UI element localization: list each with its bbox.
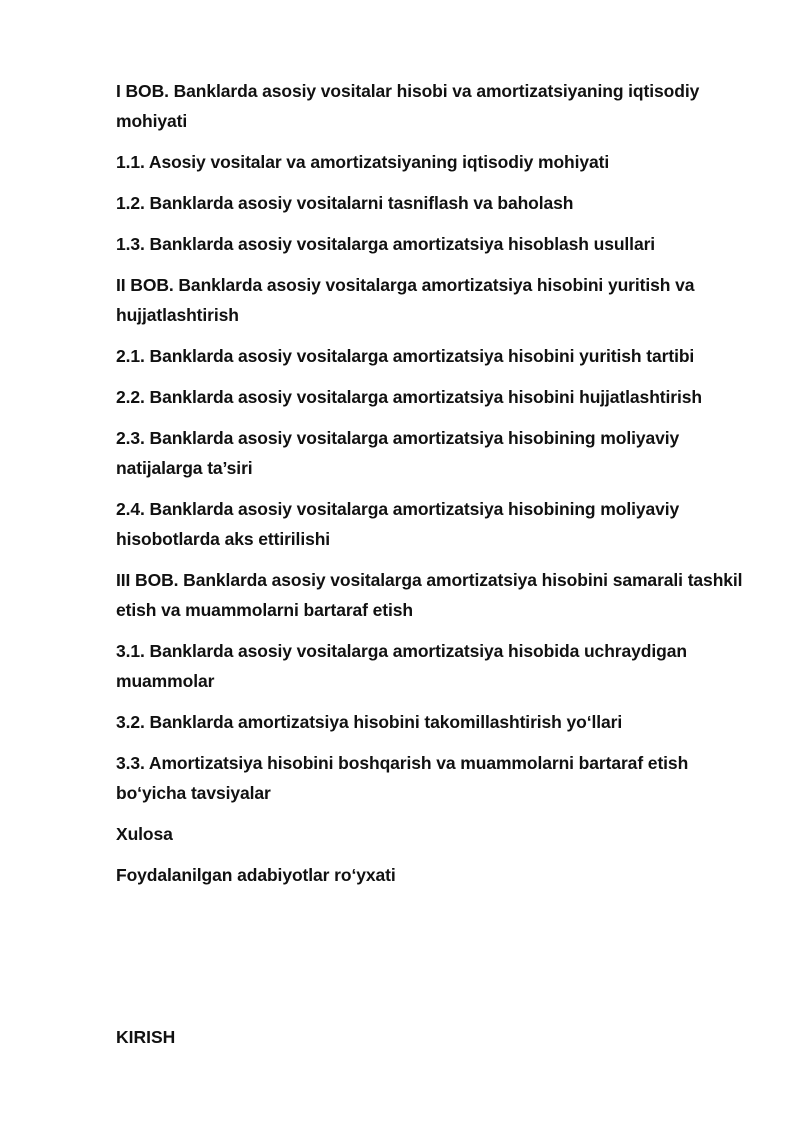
table-of-contents	[116, 76, 756, 901]
toc-chapter-1: I BOB. Banklarda asosiy vositalar hisobi va amortizatsiyaning iqtisodiy mohiyati	[116, 81, 700, 131]
toc-section-2-2: 2.2. Banklarda asosiy vositalarga amortizatsiya hisobini hujjatlashtirish	[116, 387, 702, 407]
toc-section-3-3: 3.3. Amortizatsiya hisobini boshqarish va muammolarni bartaraf etish bo‘yicha tavsiyalar	[116, 753, 689, 803]
toc-references: Foydalanilgan adabiyotlar ro‘yxati	[116, 865, 396, 885]
toc-conclusion: Xulosa	[116, 824, 173, 844]
intro-heading: KIRISH	[116, 1027, 176, 1047]
toc-section-1-2: 1.2. Banklarda asosiy vositalarni tasniflash va baholash	[116, 193, 574, 213]
toc-section-2-1: 2.1. Banklarda asosiy vositalarga amortizatsiya hisobini yuritish tartibi	[116, 346, 695, 366]
toc-chapter-3: III BOB. Banklarda asosiy vositalarga amortizatsiya hisobini samarali tashkil etish va muammolarni bartaraf etish	[116, 570, 743, 620]
toc-section-3-1: 3.1. Banklarda asosiy vositalarga amortizatsiya hisobida uchraydigan muammolar	[116, 641, 687, 691]
toc-section-3-2: 3.2. Banklarda amortizatsiya hisobini takomillashtirish yo‘llari	[116, 712, 623, 732]
toc-section-2-3: 2.3. Banklarda asosiy vositalarga amortizatsiya hisobining moliyaviy natijalarga ta’siri	[116, 428, 680, 478]
toc-section-1-3: 1.3. Banklarda asosiy vositalarga amortizatsiya hisoblash usullari	[116, 234, 656, 254]
toc-section-2-4: 2.4. Banklarda asosiy vositalarga amortizatsiya hisobining moliyaviy hisobotlarda aks ettirilishi	[116, 499, 680, 549]
toc-chapter-2: II BOB. Banklarda asosiy vositalarga amortizatsiya hisobini yuritish va hujjatlashtirish	[116, 275, 695, 325]
toc-section-1-1: 1.1. Asosiy vositalar va amortizatsiyaning iqtisodiy mohiyati	[116, 152, 610, 172]
